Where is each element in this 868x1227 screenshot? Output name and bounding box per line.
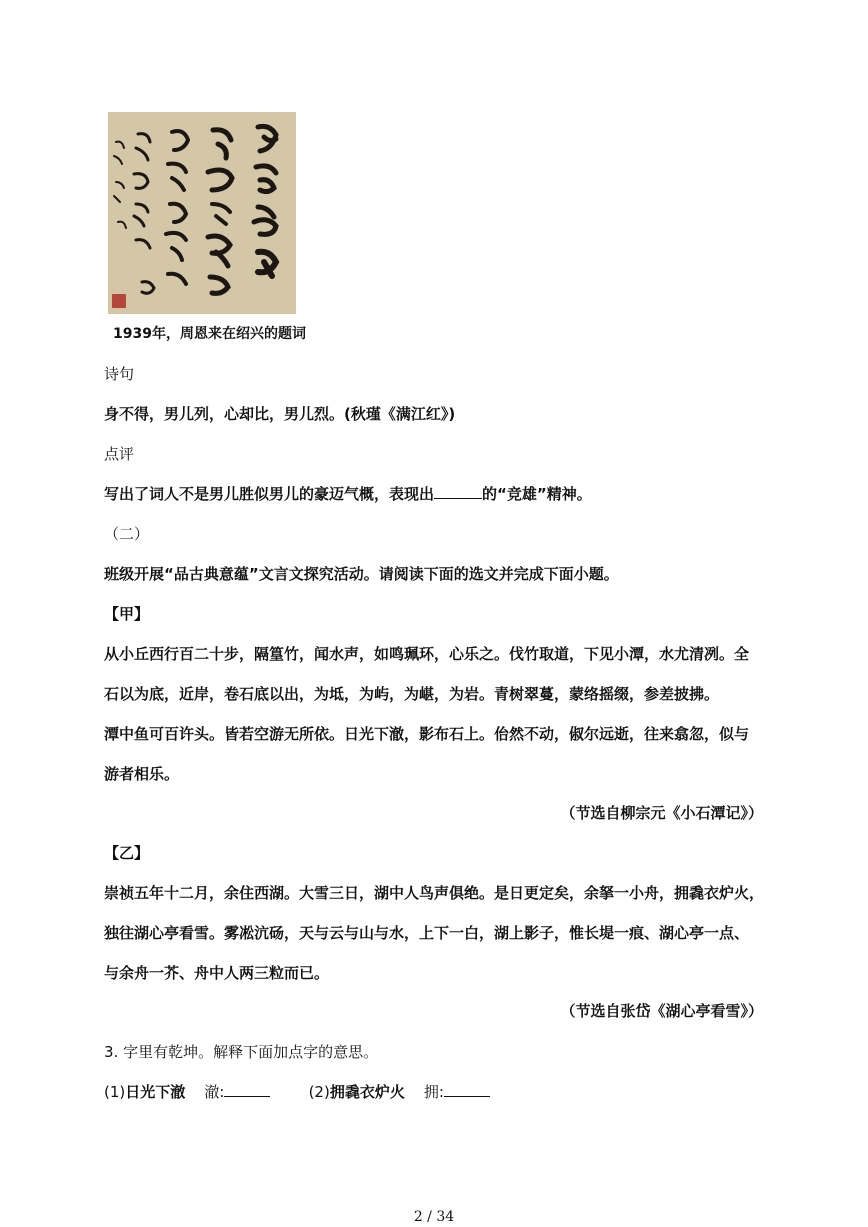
calligraphy-artwork [108,112,296,314]
comment-text-after: 的“竞雄”精神。 [482,485,592,503]
item-number: (2) [308,1083,330,1101]
comment-text [104,484,592,504]
yi-label: 【乙】 [104,844,150,862]
jia-line: 从小丘西行百二十步，隔篁竹，闻水声，如鸣珮环，心乐之。伐竹取道，下见小潭，水尤清冽。全 [104,645,750,663]
item-char: 拥: [423,1083,444,1101]
poem-heading: 诗句 [104,365,135,383]
jia-source: （节选自柳宗元《小石潭记》） [560,804,763,822]
answer-blank[interactable] [444,1082,490,1097]
item-phrase: 拥毳衣炉火 [329,1083,405,1101]
yi-line: 独往湖心亭看雪。雾凇沆砀，天与云与山与水，上下一白，湖上影子，惟长堤一痕、湖心亭一点、 [104,924,750,942]
yi-line: 崇祯五年十二月，余住西湖。大雪三日，湖中人鸟声俱绝。是日更定矣，余拏一小舟，拥毳衣炉火， [104,884,765,902]
yi-line: 与余舟一芥、舟中人两三粒而已。 [104,964,330,982]
section-label: （二） [104,525,150,543]
question-items [104,1082,490,1102]
jia-label: 【甲】 [104,605,150,623]
answer-blank[interactable] [224,1082,270,1097]
item-char: 澈: [204,1083,225,1101]
figure-caption: 1939年，周恩来在绍兴的题词 [113,326,306,342]
yi-source: （节选自张岱《湖心亭看雪》） [560,1002,763,1020]
comment-text-before: 写出了词人不是男儿胜似男儿的豪迈气概，表现出 [104,485,435,503]
poem-line: 身不得，男儿列，心却比，男儿烈。(秋瑾《满江红》) [104,405,456,423]
page-number: 2 / 34 [413,1209,455,1225]
section-intro: 班级开展“品古典意蕴”文言文探究活动。请阅读下面的选文并完成下面小题。 [104,565,619,583]
answer-blank[interactable] [434,484,482,499]
jia-line: 游者相乐。 [104,765,180,783]
item-number: (1) [104,1083,126,1101]
jia-line: 潭中鱼可百许头。皆若空游无所依。日光下澈，影布石上。佁然不动，俶尔远逝，往来翕忽，似与 [104,725,750,743]
item-phrase: 日光下澈 [125,1083,186,1101]
jia-line: 石以为底，近岸，卷石底以出，为坻，为屿，为嵁，为岩。青树翠蔓，蒙络摇缀，参差披拂。 [104,685,720,703]
calligraphy-image [108,112,296,314]
comment-heading: 点评 [104,445,135,463]
question-stem: 3. 字里有乾坤。解释下面加点字的意思。 [104,1043,379,1061]
